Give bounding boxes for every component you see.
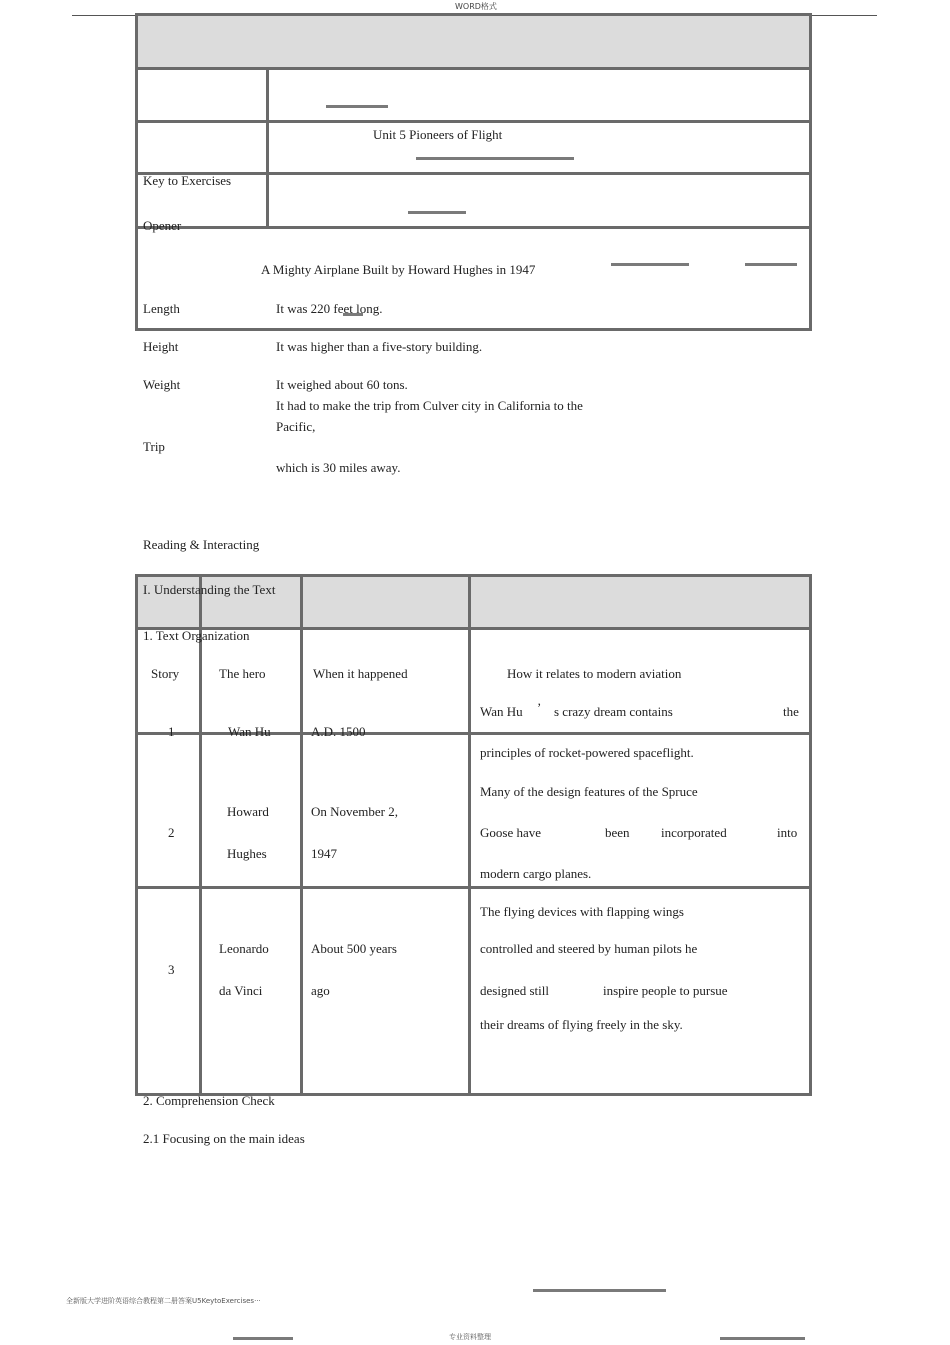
- artifact-dash: [326, 105, 388, 108]
- fact-label: Weight: [143, 377, 181, 392]
- upper-box-divider: [266, 67, 269, 227]
- table-rule-top: [135, 574, 812, 577]
- key-heading: Key to Exercises: [143, 173, 232, 188]
- footer-center-text: 专业资料整理: [449, 1333, 491, 1341]
- table-cell: their dreams of flying freely in the sky.: [480, 1017, 683, 1032]
- table-cell: ago: [311, 983, 330, 998]
- table-col-line: [135, 574, 138, 1096]
- table-cell: 2: [168, 825, 175, 840]
- table-header: The hero: [219, 666, 266, 681]
- artifact-dash: [233, 1337, 293, 1340]
- upper-rule-4: [135, 172, 812, 175]
- airplane-title: A Mighty Airplane Built by Howard Hughes in 1947: [261, 262, 536, 277]
- upper-rule-1: [135, 13, 812, 16]
- table-cell: been: [605, 825, 630, 840]
- header-label: WORD格式: [455, 2, 497, 11]
- fact-text: Pacific,: [276, 419, 316, 434]
- subsection-heading: I. Understanding the Text: [143, 582, 276, 597]
- upper-rule-3: [135, 120, 812, 123]
- table-cell: Wan Hu: [480, 704, 523, 719]
- table-cell: designed still: [480, 983, 549, 998]
- table-cell: A.D. 1500: [311, 724, 366, 739]
- table-cell: 3: [168, 962, 175, 977]
- table-col-line: [468, 574, 471, 1096]
- artifact-dash: [533, 1289, 666, 1292]
- table-cell: principles of rocket-powered spaceflight.: [480, 745, 694, 760]
- subsection-heading: 1. Text Organization: [143, 628, 250, 643]
- fact-text: It had to make the trip from Culver city in California to the: [276, 398, 583, 413]
- fact-label: Length: [143, 301, 180, 316]
- table-cell: The flying devices with flapping wings: [480, 904, 684, 919]
- fact-text: It weighed about 60 tons.: [276, 377, 408, 392]
- table-col-line: [300, 574, 303, 1096]
- upper-rule-6: [135, 328, 812, 331]
- table-cell: 1947: [311, 846, 337, 861]
- unit-title: Unit 5 Pioneers of Flight: [373, 127, 503, 142]
- table-cell: Howard: [227, 804, 269, 819]
- table-cell: Goose have: [480, 825, 542, 840]
- fact-label: Height: [143, 339, 179, 354]
- table-cell: Many of the design features of the Spruce: [480, 784, 698, 799]
- fact-label: Trip: [143, 439, 165, 454]
- table-header: When it happened: [313, 666, 408, 681]
- table-cell: incorporated: [661, 825, 727, 840]
- table-cell: modern cargo planes.: [480, 866, 592, 881]
- artifact-dash: [416, 157, 574, 160]
- table-header: Story: [151, 666, 180, 681]
- table-cell: Wan Hu: [228, 724, 271, 739]
- table-cell: s crazy dream contains: [554, 704, 673, 719]
- fact-text: which is 30 miles away.: [276, 460, 401, 475]
- table-cell: da Vinci: [219, 983, 263, 998]
- table-cell: 1: [168, 724, 175, 739]
- artifact-dash: [745, 263, 797, 266]
- upper-shaded-band: [137, 15, 810, 67]
- section-heading: Reading & Interacting: [143, 537, 260, 552]
- subsection-heading: 2. Comprehension Check: [143, 1093, 275, 1108]
- fact-text: It was 220 feet long.: [276, 301, 383, 316]
- table-cell: On November 2,: [311, 804, 399, 819]
- table-cell: controlled and steered by human pilots he: [480, 941, 698, 956]
- upper-rule-2: [135, 67, 812, 70]
- table-rule-4: [135, 886, 812, 889]
- table-header: How it relates to modern aviation: [507, 666, 682, 681]
- table-cell: the: [783, 704, 799, 719]
- artifact-dash: [720, 1337, 805, 1340]
- table-cell: Leonardo: [219, 941, 269, 956]
- table-cell: About 500 years: [311, 941, 397, 956]
- artifact-dash: [408, 211, 466, 214]
- artifact-dash: [611, 263, 689, 266]
- table-cell: ’: [537, 700, 542, 715]
- table-cell: into: [777, 825, 798, 840]
- subsection-heading: 2.1 Focusing on the main ideas: [143, 1131, 305, 1146]
- table-cell: Hughes: [227, 846, 267, 861]
- table-col-line: [809, 574, 812, 1096]
- table-col-line: [199, 574, 202, 1096]
- footer-left-text: 全新版大学进阶英语综合教程第二册答案U5KeytoExercises···: [66, 1297, 261, 1305]
- upper-rule-5: [135, 226, 812, 229]
- table-cell: inspire people to pursue: [603, 983, 728, 998]
- fact-text: It was higher than a five-story building.: [276, 339, 483, 354]
- opener-heading: Opener: [143, 218, 182, 233]
